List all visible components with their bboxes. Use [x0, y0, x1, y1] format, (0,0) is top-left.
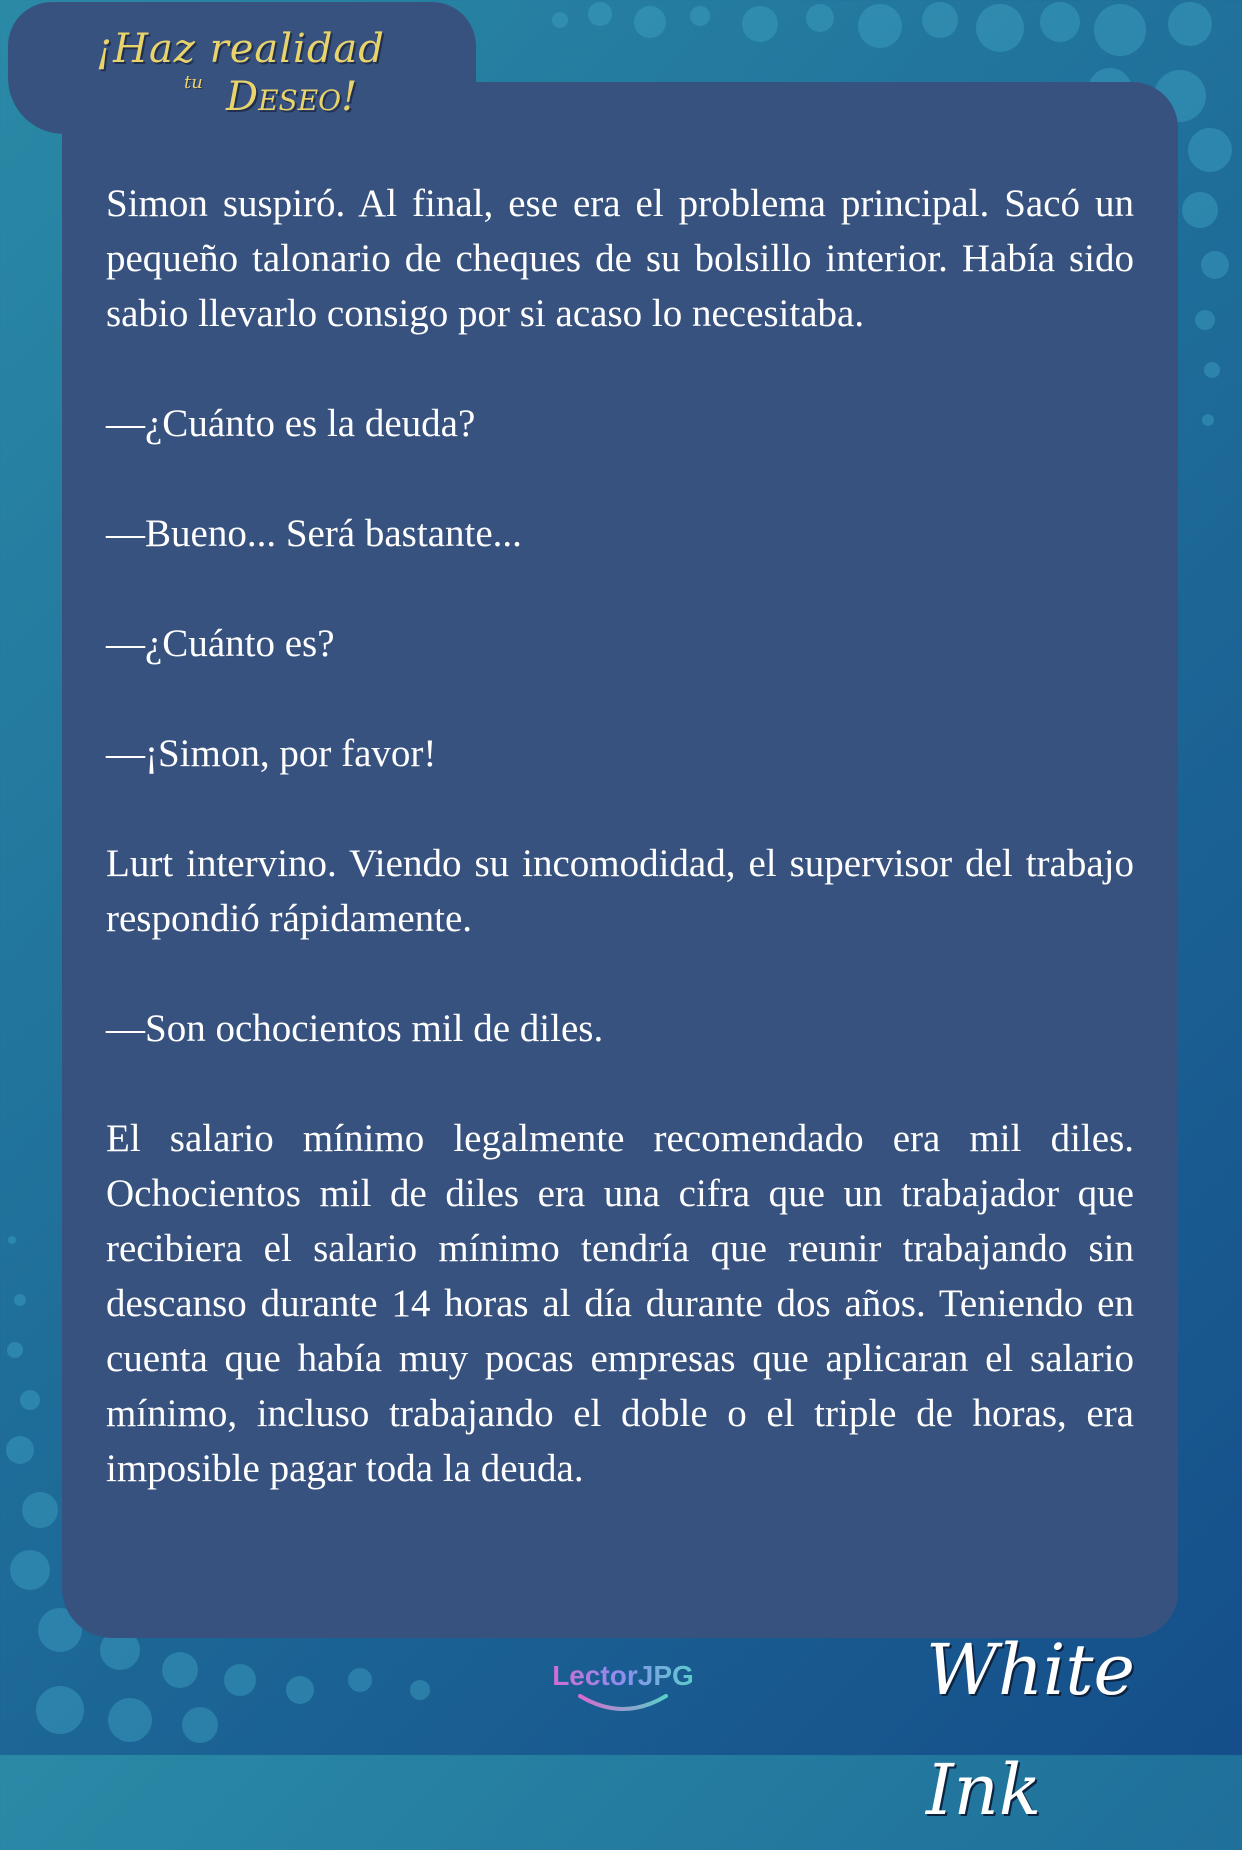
paragraph: Simon suspiró. Al final, ese era el problema principal. Sacó un pequeño talonario de cheques de su bolsillo interior. Había sido sabio llevarlo consigo por si acaso lo necesitaba. [106, 182, 1134, 335]
smile-arc-icon [568, 1692, 678, 1714]
story-text [106, 176, 1134, 1496]
paragraph: —Bueno... Será bastante... [106, 512, 522, 555]
paragraph: El salario mínimo legalmente recomendado era mil diles. Ochocientos mil de diles era una cifra que un trabajador que recibiera el salario mínimo tendría que reunir trabajando sin descanso durante 14 horas al día durante dos años. Teniendo en cuenta que había muy pocas empresas que aplicaran el salario mínimo, incluso trabajando el doble o el triple de horas, era imposible pagar toda la deuda. [106, 1117, 1134, 1490]
logo-line-2: tu [184, 72, 203, 93]
logo-line-1: ¡Haz realidad [96, 26, 385, 72]
logo-line-3: Deseo! [226, 74, 358, 120]
paragraph: —¿Cuánto es? [106, 622, 335, 665]
paragraph: —¿Cuánto es la deuda? [106, 402, 476, 445]
paragraph: —¡Simon, por favor! [106, 732, 437, 775]
signature-watermark: White Ink [926, 1629, 1135, 1831]
title-logo [88, 20, 388, 126]
brand-name: LectorJPG [548, 1660, 698, 1692]
paragraph: Lurt intervino. Viendo su incomodidad, el supervisor del trabajo respondió rápidamente. [106, 842, 1134, 940]
brand-watermark [548, 1660, 698, 1720]
paragraph: —Son ochocientos mil de diles. [106, 1007, 604, 1050]
